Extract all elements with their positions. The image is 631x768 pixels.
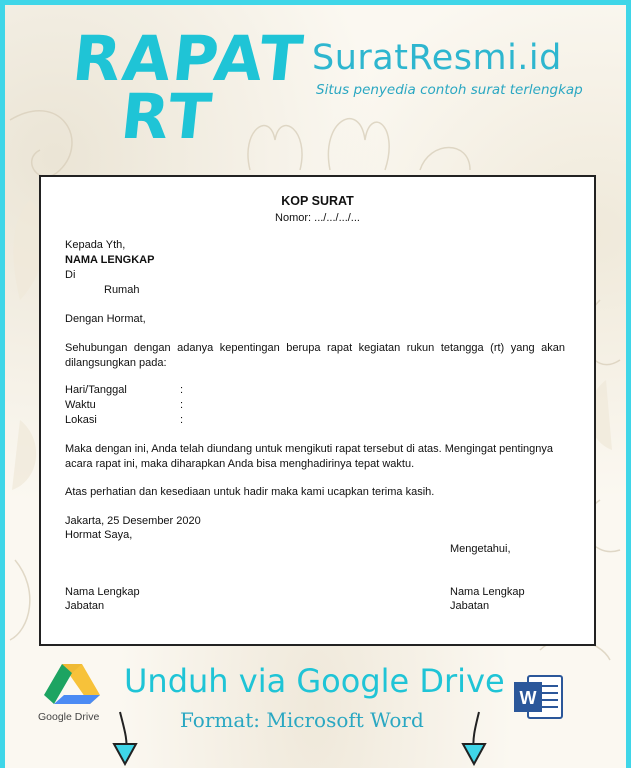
recipient-place: Rumah	[104, 284, 140, 296]
paragraph-2-line-2: acara rapat ini, maka diharapkan Anda bisa menghadirinya tepat waktu.	[65, 458, 415, 470]
left-signatory-name: Nama Lengkap	[65, 586, 140, 598]
badge-line-2: RT	[117, 80, 217, 153]
field-label-date: Hari/Tanggal	[65, 384, 127, 396]
arrow-down-icon	[457, 710, 491, 766]
left-signatory-title: Jabatan	[65, 600, 105, 612]
letter-sheet	[39, 175, 596, 646]
letter-number: Nomor: .../.../.../...	[275, 212, 360, 224]
letter-date: Jakarta, 25 Desember 2020	[65, 515, 201, 527]
badge-line-1: RAPAT	[69, 22, 308, 95]
to-line: Kepada Yth,	[65, 239, 126, 251]
site-tagline: Situs penyedia contoh surat terlengkap	[316, 82, 583, 98]
right-signatory-title: Jabatan	[450, 600, 490, 612]
field-colon: :	[180, 399, 184, 411]
google-drive-icon[interactable]	[44, 664, 100, 706]
field-colon: :	[180, 414, 184, 426]
right-signatory-name: Nama Lengkap	[450, 586, 525, 598]
format-label: Format: Microsoft Word	[180, 708, 424, 732]
paragraph-3: Atas perhatian dan kesediaan untuk hadir maka kami ucapkan terima kasih.	[65, 486, 435, 498]
recipient-name: NAMA LENGKAP	[65, 254, 155, 266]
field-label-location: Lokasi	[65, 414, 97, 426]
rapat-rt-badge	[64, 22, 308, 153]
site-brand[interactable]: SuratResmi.id	[312, 38, 562, 78]
google-drive-label: Google Drive	[38, 711, 100, 723]
download-link[interactable]: Unduh via Google Drive	[124, 662, 505, 700]
paragraph-1: Sehubungan dengan adanya kepentingan berupa rapat kegiatan rukun tetangga (rt) yang akan dilangsungkan pada:	[65, 342, 565, 369]
arrow-down-icon	[108, 710, 142, 766]
letter-title: KOP SURAT	[281, 194, 354, 208]
field-colon: :	[180, 384, 184, 396]
paragraph-2-line-1: Maka dengan ini, Anda telah diundang untuk mengikuti rapat tersebut di atas. Mengingat pentingnya	[65, 443, 554, 455]
word-icon-letter: W	[519, 688, 537, 708]
closing: Hormat Saya,	[65, 529, 133, 541]
field-label-time: Waktu	[65, 399, 96, 411]
acknowledged: Mengetahui,	[450, 543, 511, 555]
greeting: Dengan Hormat,	[65, 313, 146, 325]
di-line: Di	[65, 269, 76, 281]
microsoft-word-icon[interactable]	[514, 674, 564, 720]
